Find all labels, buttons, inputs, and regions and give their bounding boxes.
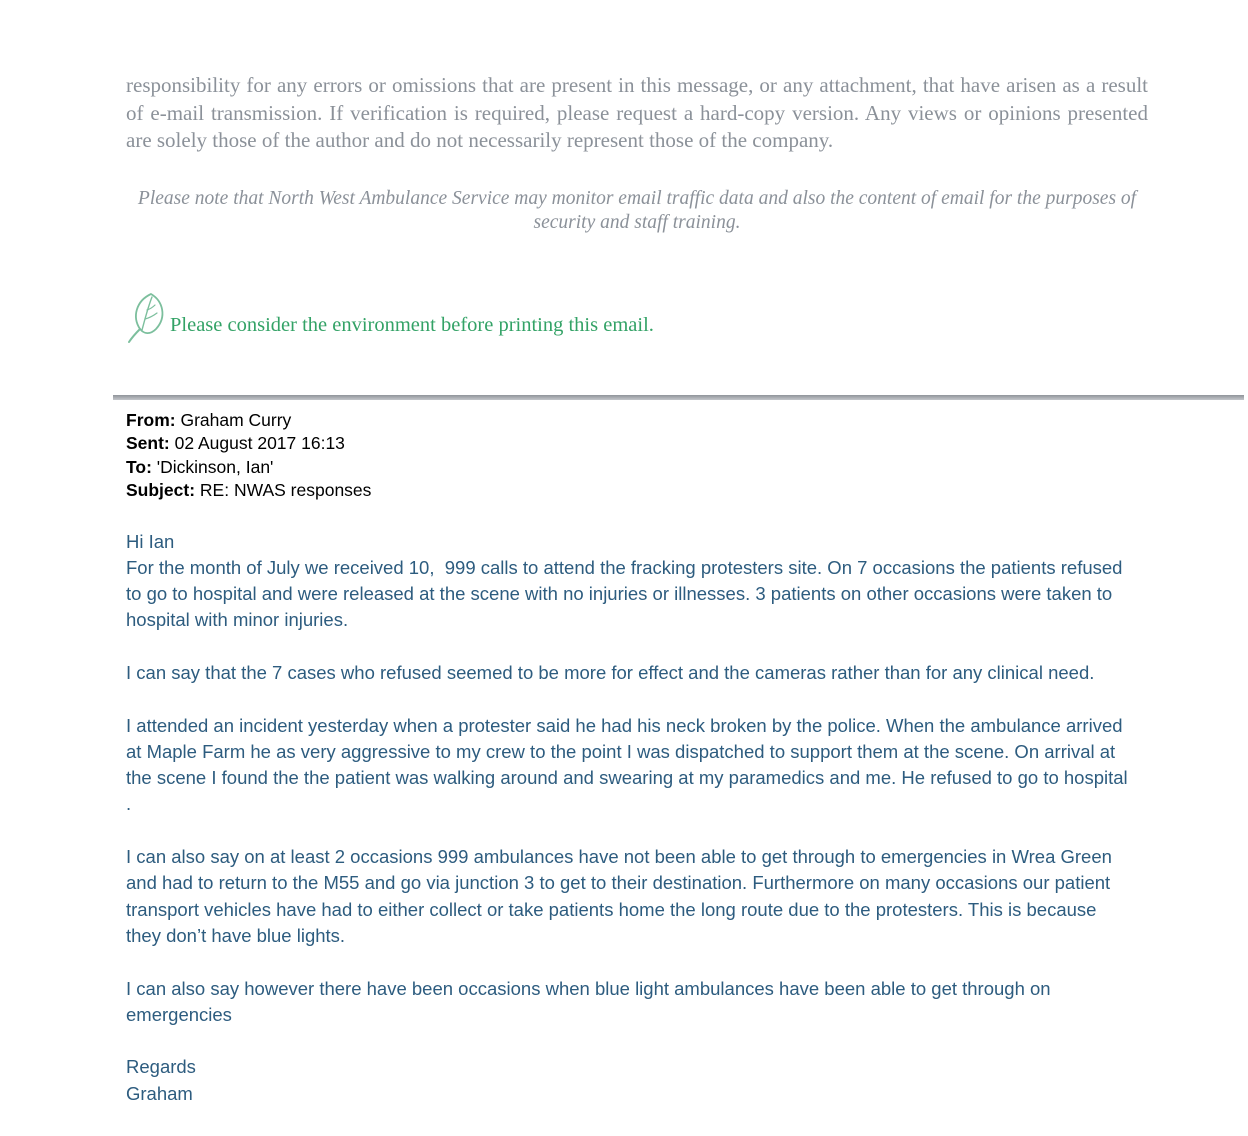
- email-body: [126, 529, 1134, 1108]
- environment-message: Please consider the environment before printing this email.: [170, 313, 654, 336]
- sent-value: 02 August 2017 16:13: [174, 433, 345, 453]
- environment-notice: [126, 291, 1148, 339]
- to-row: [126, 456, 1148, 480]
- signoff: Regards: [126, 1056, 196, 1078]
- from-value: Graham Curry: [180, 409, 292, 430]
- header-separator-line: [113, 395, 1244, 400]
- from-label: From:: [126, 409, 176, 430]
- subject-label: Subject:: [126, 480, 196, 500]
- to-value: 'Dickinson, Ian': [156, 456, 274, 477]
- sent-row: [126, 432, 1148, 456]
- subject-value: RE: NWAS responses: [199, 480, 372, 500]
- email-paragraph: I can also say however there have been occasions when blue light ambulances have been able to get through on emergencies: [126, 977, 1056, 1025]
- email-paragraph: I can also say on at least 2 occasions 999 ambulances have not been able to get through to emergencies in Wrea Green and had to return to the M55 and go via junction 3 to get to their destination. Furthermore on many occasions our patient transport vehicles have had to either collect or take patients home the long route due to the protesters. This is because they don’t have blue lights.: [126, 846, 1118, 946]
- monitoring-notice: Please note that North West Ambulance Service may monitor email traffic data and also the content of email for the purposes of security and staff training.: [137, 187, 1137, 233]
- to-label: To:: [126, 456, 152, 477]
- email-header-block: [126, 409, 1148, 503]
- signature: Graham: [126, 1082, 193, 1104]
- from-row: [126, 409, 1148, 433]
- email-paragraph: I attended an incident yesterday when a protester said he had his neck broken by the police. When the ambulance arrived at Maple Farm he as very aggressive to my crew to the point I was dispatched to support them at the scene. On arrival at the scene I found the the patient was walking around and swearing at my paramedics and me. He refused to go to hospital .: [126, 714, 1133, 815]
- subject-row: [126, 479, 1148, 503]
- sent-label: Sent:: [126, 433, 170, 453]
- greeting: Hi Ian: [126, 530, 175, 552]
- disclaimer-text: responsibility for any errors or omissions that are present in this message, or any attachment, that have arisen as a result of e-mail transmission. If verification is required, please request a hard-copy version. Any views or opinions presented are solely those of the author and do not necessarily represent those of the company.: [126, 73, 1148, 152]
- email-paragraph: I can say that the 7 cases who refused seemed to be more for effect and the cameras rather than for any clinical need.: [126, 661, 1095, 683]
- email-paragraph: For the month of July we received 10, 999 calls to attend the fracking protesters site. On 7 occasions the patients refused to go to hospital and were released at the scene with no injuries or illnesses. 3 patients on other occasions were taken to hospital with minor injuries.: [126, 556, 1128, 631]
- leaf-icon: [126, 291, 170, 345]
